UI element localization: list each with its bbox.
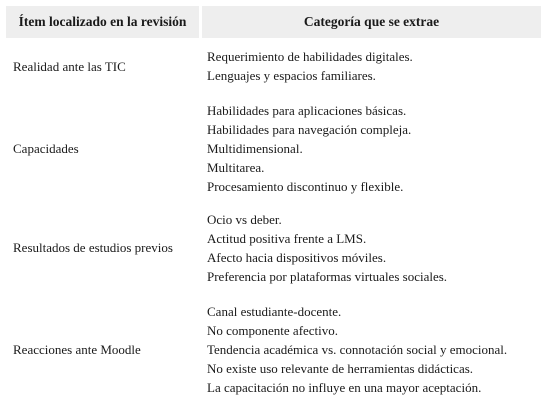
header-category: Categoría que se extrae [202,6,541,38]
category-list [207,302,507,397]
header-item: Ítem localizado en la revisión [6,6,199,38]
category-item: Multidimensional. [207,141,303,156]
row-item-label: Reacciones ante Moodle [13,342,141,357]
category-item: Requerimiento de habilidades digitales. [207,49,413,64]
category-item: Procesamiento discontinuo y flexible. [207,179,404,194]
category-item: Lenguajes y espacios familiares. [207,68,376,83]
category-list [207,101,411,196]
row-item-label: Realidad ante las TIC [13,59,126,74]
category-item: No existe uso relevante de herramientas didácticas. [207,361,474,376]
category-item: Habilidades para navegación compleja. [207,122,412,137]
row-item-label: Capacidades [13,141,79,156]
category-item: Multitarea. [207,160,265,175]
table-header [6,6,541,38]
category-item: Tendencia académica vs. connotación social y emocional. [207,342,508,357]
category-item: Afecto hacia dispositivos móviles. [207,250,387,265]
category-item: Actitud positiva frente a LMS. [207,231,367,246]
category-item: Canal estudiante-docente. [207,304,342,319]
category-item: Ocio vs deber. [207,212,282,227]
category-item: Preferencia por plataformas virtuales sociales. [207,269,448,284]
category-item: La capacitación no influye en una mayor aceptación. [207,380,482,395]
category-list [207,210,447,286]
row-item-label: Resultados de estudios previos [13,240,173,255]
category-item: No componente afectivo. [207,323,339,338]
category-item: Habilidades para aplicaciones básicas. [207,103,407,118]
category-list [207,47,413,85]
